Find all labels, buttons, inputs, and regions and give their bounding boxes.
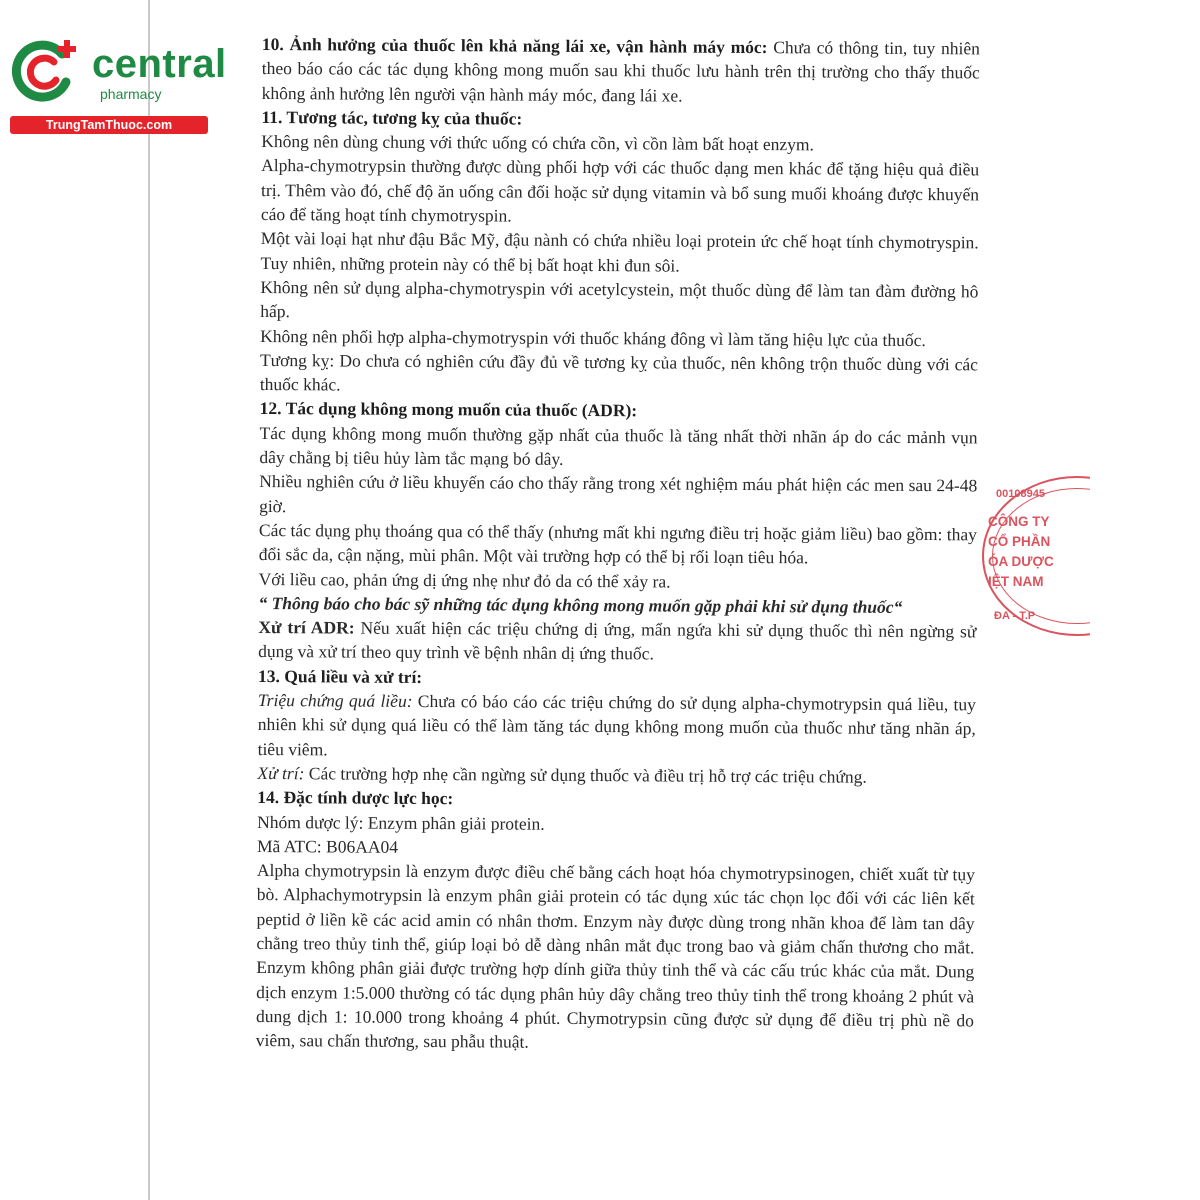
adr-notice: “ Thông báo cho bác sỹ những tác dụng không mong muốn gặp phải khi sử dụng thuốc“ (258, 592, 903, 617)
stamp-line: ÓA DƯỢC (988, 554, 1054, 569)
overdose-treatment-text: Các trường hợp nhẹ cần ngừng sử dụng thuốc và điều trị hỗ trợ các triệu chứng. (304, 763, 867, 787)
stamp-line: CỔ PHẦN (988, 534, 1051, 549)
adr-handling (258, 615, 976, 668)
logo-subtitle: pharmacy (100, 86, 162, 102)
section-12-paragraph: Nhiều nghiên cứu ở liều khuyến cáo cho thấy rằng trong xét nghiệm máu phát hiện các men sau 24-48 giờ. (259, 471, 978, 516)
pharmacologic-group: Nhóm dược lý: Enzym phân giải protein. (257, 811, 545, 834)
overdose-symptoms (258, 688, 976, 765)
overdose-treatment-label: Xử trí: (257, 762, 305, 784)
section-11-paragraph: Không nên dùng chung với thức uống có chứa cồn, vì cồn làm bất hoạt enzym. (261, 131, 814, 155)
adr-handling-text: Nếu xuất hiện các triệu chứng dị ứng, mẩn ngứa khi sử dụng thuốc thì nên ngừng sử dụng và xử trí theo quy trình về bệnh nhân dị ứng thuốc. (258, 617, 977, 664)
stamp-line: CÔNG TY (988, 514, 1050, 529)
section-11-paragraph: Tương kỵ: Do chưa có nghiên cứu đầy đủ về tương kỵ của thuốc, nên không trộn thuốc dùng với các thuốc khác. (259, 349, 979, 395)
section-10-heading: 10. Ảnh hưởng của thuốc lên khả năng lái xe, vận hành máy móc: (261, 33, 768, 58)
section-11-paragraph: Một vài loại hạt như đậu Bắc Mỹ, đậu nành có chứa nhiều loại protein ức chế hoạt tính chymotryspin. Tuy nhiên, những protein này có thể bị bất hoạt khi đun sôi. (260, 228, 979, 276)
document-body (256, 32, 980, 1057)
overdose-symptoms-text: Chưa có báo cáo các triệu chứng do sử dụng alpha-chymotrypsin quá liều, tuy nhiên khi sử dụng quá liều có thể làm tăng tác dụng không mong muốn của thuốc như tăng nhãn áp, tiêu viêm. (257, 690, 976, 760)
section-14-body: Alpha chymotrypsin là enzym được điều chế bằng cách hoạt hóa chymotrypsinogen, chiết xuất từ tụy bò. Alphachymotrypsin là enzym phân giải protein có tác dụng xúc tác chọn lọc đối với các liên kết peptid ở liền kề các acid amin có nhân thơm. Enzym này được dùng trong nhãn khoa để làm tan dây chằng treo thủy tinh thể, giúp loại bỏ dễ dàng nhân mắt đục trong bao và giảm chấn thương cho mắt. Enzym không phân giải được trường hợp dính giữa thủy tinh thể và các cấu trúc khác của mắt. Dung dịch enzym 1:5.000 thường có tác dụng phân hủy dây chằng treo thủy tinh thể trong khoảng 2 phút và dung dịch 1: 10.000 trong khoảng 4 phút. Chymotrypsin cũng được sử dụng để điều trị phù nề do viêm, sau chấn thương, sau phẫu thuật. (255, 860, 975, 1052)
adr-handling-label: Xử trí ADR: (258, 617, 355, 638)
stamp-bottom-line: ĐA - T.P (994, 610, 1036, 622)
section-10-text: Chưa có thông tin, tuy nhiên theo báo cáo các tác dụng không mong muốn sau khi thuốc lưu hành trên thị trường cho thấy thuốc không ảnh hưởng lên người vận hành máy móc, đang lái xe. (261, 37, 980, 106)
logo-brand-name: central (92, 42, 227, 86)
section-10 (262, 32, 980, 109)
section-14-heading: 14. Đặc tính dược lực học: (257, 787, 454, 809)
section-12-paragraph: Các tác dụng phụ thoáng qua có thể thấy (nhưng mất khi ngưng điều trị hoặc giảm liều) bao gồm: thay đổi sắc da, cận nặng, mùi phân. Một vài trường hợp có thể bị rối loạn tiêu hóa. (258, 519, 978, 568)
central-pharmacy-logo[interactable] (10, 36, 227, 136)
section-12-heading: 12. Tác dụng không mong muốn của thuốc (ADR): (259, 398, 638, 421)
section-12-paragraph: Với liều cao, phản ứng dị ứng nhẹ như đỏ da có thể xảy ra. (258, 568, 671, 592)
overdose-symptoms-label: Triệu chứng quá liều: (257, 690, 413, 711)
central-logo-icon (10, 36, 82, 108)
company-stamp (982, 476, 1090, 636)
stamp-number: 00108945 (996, 488, 1045, 500)
logo-url-banner[interactable]: TrungTamThuoc.com (10, 116, 208, 134)
stamp-line: IỆT NAM (988, 574, 1044, 589)
section-11-paragraph: Không nên phối hợp alpha-chymotryspin với thuốc kháng đông vì làm tăng hiệu lực của thuốc. (260, 325, 926, 350)
section-11-paragraph: Alpha-chymotrypsin thường được dùng phối hợp với các thuốc dạng men khác để tặng hiệu quả điều trị. Thêm vào đó, chế độ ăn uống cân đối hoặc sử dụng vitamin và bổ sung muối khoáng được khuyến cáo để tăng hoạt tính chymotryspin. (260, 155, 980, 226)
section-12-paragraph: Tác dụng không mong muốn thường gặp nhất của thuốc là tăng nhất thời nhãn áp do các mảnh vụn dây chằng bị tiêu hủy làm tắc mạng bó dây. (259, 422, 978, 469)
page-edge-divider (148, 0, 150, 1200)
section-11-heading: 11. Tương tác, tương kỵ của thuốc: (261, 106, 523, 129)
section-11-paragraph: Không nên sử dụng alpha-chymotryspin với acetylcystein, một thuốc dùng để làm tan đàm đường hô hấp. (260, 276, 979, 322)
section-13-heading: 13. Quá liều và xử trí: (258, 665, 423, 687)
atc-code: Mã ATC: B06AA04 (256, 835, 399, 857)
